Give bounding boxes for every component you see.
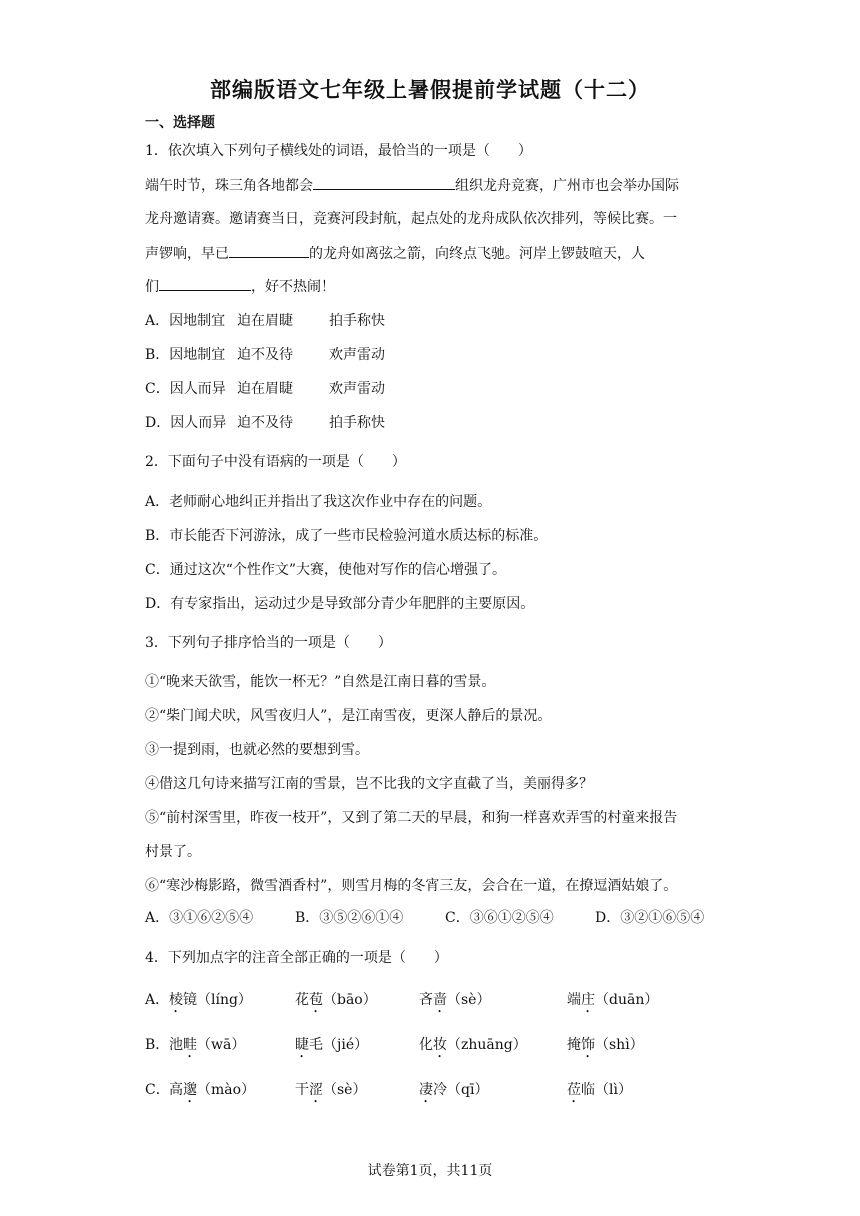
question-3-options: [145, 908, 704, 928]
question-3-option-d[interactable]: D．③②①⑥⑤④: [595, 910, 705, 926]
question-4-option-c[interactable]: C．高邈（mào） 干涩（sè） 凄冷（qī） 莅临（lì）: [145, 1082, 632, 1098]
question-1-option-b[interactable]: B．因地制宜 迫不及待 欢声雷动: [145, 347, 385, 363]
question-1-passage-line-2: 龙舟邀请赛。邀请赛当日，竞赛河段封航，起点处的龙舟成队依次排列，等候比赛。一: [145, 211, 677, 227]
question-1-passage-line-1: 端午时节，珠三角各地都会 组织龙舟竞赛，广州市也会举办国际: [145, 175, 679, 196]
question-3-sentence-5: ⑤“前村深雪里，昨夜一枝开”，又到了第二天的早晨，和狗一样喜欢弄雪的村童来报告: [145, 810, 678, 826]
question-1-option-a[interactable]: A．因地制宜 迫在眉睫 拍手称快: [145, 313, 385, 329]
question-1-option-c[interactable]: C．因人而异 迫在眉睫 欢声雷动: [145, 381, 385, 397]
question-2-option-b[interactable]: B．市长能否下河游泳，成了一些市民检验河道水质达标的标准。: [145, 528, 548, 544]
question-3-sentence-6: ⑥“寒沙梅影路，微雪酒香村”，则雪月梅的冬宵三友，会合在一道，在撩逗酒姑娘了。: [145, 878, 678, 894]
question-2-option-d[interactable]: D．有专家指出，运动过少是导致部分青少年肥胖的主要原因。: [145, 596, 535, 612]
question-1-option-d[interactable]: D．因人而异 迫不及待 拍手称快: [145, 415, 385, 431]
blank-3: [159, 276, 251, 291]
question-1-passage-line-4: 们 ，好不热闹！: [145, 276, 335, 297]
question-3-option-b[interactable]: B．③⑤②⑥①④: [295, 910, 404, 926]
question-3-option-c[interactable]: C．③⑥①②⑤④: [445, 910, 554, 926]
section-heading: 一、选择题: [145, 115, 215, 131]
question-3-sentence-3: ③一提到雨，也就必然的要想到雪。: [145, 742, 369, 758]
blank-2: [229, 243, 309, 258]
page-title: 部编版语文七年级上暑假提前学试题（十二）: [210, 78, 650, 102]
question-4-option-b[interactable]: B．池畦（wā） 睫毛（jié） 化妆（zhuāng） 掩饰（shì）: [145, 1037, 644, 1053]
question-3-sentence-4: ④借这几句诗来描写江南的雪景，岂不比我的文字直截了当，美丽得多？: [145, 776, 593, 792]
question-4-stem: 4．下列加点字的注音全部正确的一项是（ ）: [145, 950, 448, 966]
question-2-option-a[interactable]: A．老师耐心地纠正并指出了我这次作业中存在的问题。: [145, 494, 492, 510]
question-3-sentence-5-cont: 村景了。: [145, 844, 201, 860]
blank-1: [313, 175, 455, 190]
question-1-stem: 1．依次填入下列句子横线处的词语，最恰当的一项是（ ）: [145, 143, 532, 159]
question-3-sentence-1: ①“晚来天欲雪，能饮一杯无？”自然是江南日暮的雪景。: [145, 674, 496, 690]
question-3-stem: 3．下列句子排序恰当的一项是（ ）: [145, 635, 392, 651]
question-2-option-c[interactable]: C．通过这次“个性作文”大赛，使他对写作的信心增强了。: [145, 562, 507, 578]
question-3-option-a[interactable]: A．③①⑥②⑤④: [145, 910, 254, 926]
question-4-option-a[interactable]: A．棱镜（líng） 花苞（bāo） 吝啬（sè） 端庄（duān）: [145, 992, 659, 1008]
question-2-stem: 2．下面句子中没有语病的一项是（ ）: [145, 454, 406, 470]
question-1-passage-line-3: 声锣响，早已 的龙舟如离弦之箭，向终点飞驰。河岸上锣鼓喧天，人: [145, 243, 645, 264]
page-footer: 试卷第1页，共11页: [367, 1163, 493, 1179]
question-3-sentence-2: ②“柴门闻犬吠，风雪夜归人”，是江南雪夜，更深人静后的景况。: [145, 708, 552, 724]
